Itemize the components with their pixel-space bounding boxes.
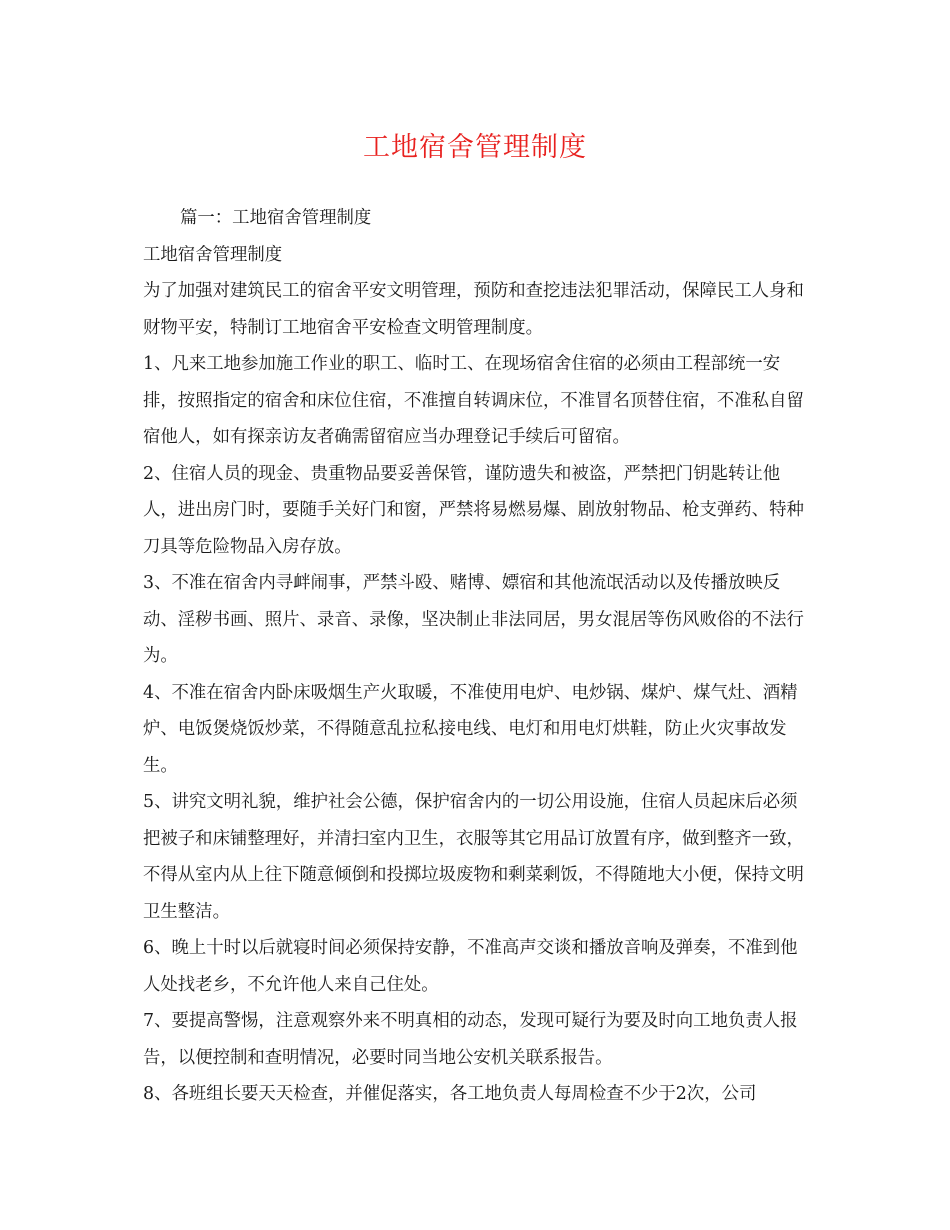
paragraph-rule-8: 8、各班组长要天天检查，并催促落实，各工地负责人每周检查不少于2次，公司 <box>143 1084 757 1104</box>
paragraph-rule-3: 3、不准在宿舍内寻衅闹事，严禁斗殴、赌博、嫖宿和其他流氓活动以及传播放映反动、淫秽书画、照片、录音、录像，坚决制止非法同居，男女混居等伤风败俗的不法行为。 <box>143 573 804 666</box>
document-subtitle: 篇一：工地宿舍管理制度 <box>180 208 372 228</box>
paragraph-rule-2: 2、住宿人员的现金、贵重物品要妥善保管，谨防遗失和被盗，严禁把门钥匙转让他人，进出房门时，要随手关好门和窗，严禁将易燃易爆、剧放射物品、枪支弹药、特种刀具等危险物品入房存放。 <box>143 463 804 557</box>
paragraph-rule-4: 4、不准在宿舍内卧床吸烟生产火取暖，不准使用电炉、电炒锅、煤炉、煤气灶、酒精炉、电饭煲烧饭炒菜，不得随意乱拉私接电线、电灯和用电灯烘鞋，防止火灾事故发生。 <box>143 682 798 776</box>
paragraph-rule-7: 7、要提高警惕，注意观察外来不明真相的动态，发现可疑行为要及时向工地负责人报告，以便控制和查明情况，必要时同当地公安机关联系报告。 <box>143 1011 798 1068</box>
section-heading: 工地宿舍管理制度 <box>143 244 283 265</box>
paragraph-rule-5: 5、讲究文明礼貌，维护社会公德，保护宿舍内的一切公用设施，住宿人员起床后必须把被子和床铺整理好，并清扫室内卫生，衣服等其它用品订放置有序，做到整齐一致，不得从室内从上往下随意倾倒和投掷垃圾废物和剩菜剩饭，不得随地大小便，保持文明卫生整洁。 <box>143 792 804 922</box>
document-body <box>143 200 807 1113</box>
paragraph-intro: 为了加强对建筑民工的宿舍平安文明管理，预防和查挖违法犯罪活动，保障民工人身和财物平安，特制订工地宿舍平安检查文明管理制度。 <box>143 281 804 338</box>
paragraph-rule-1: 1、凡来工地参加施工作业的职工、临时工、在现场宿舍住宿的必须由工程部统一安排，按照指定的宿舍和床位住宿，不准擅自转调床位，不准冒名顶替住宿，不准私自留宿他人，如有探亲访友者确需留宿应当办理登记手续后可留宿。 <box>143 354 804 447</box>
paragraph-rule-6: 6、晚上十时以后就寝时间必须保持安静，不准高声交谈和播放音响及弹奏，不准到他人处找老乡，不允许他人来自己住处。 <box>143 938 798 995</box>
document-title: 工地宿舍管理制度 <box>363 132 587 163</box>
